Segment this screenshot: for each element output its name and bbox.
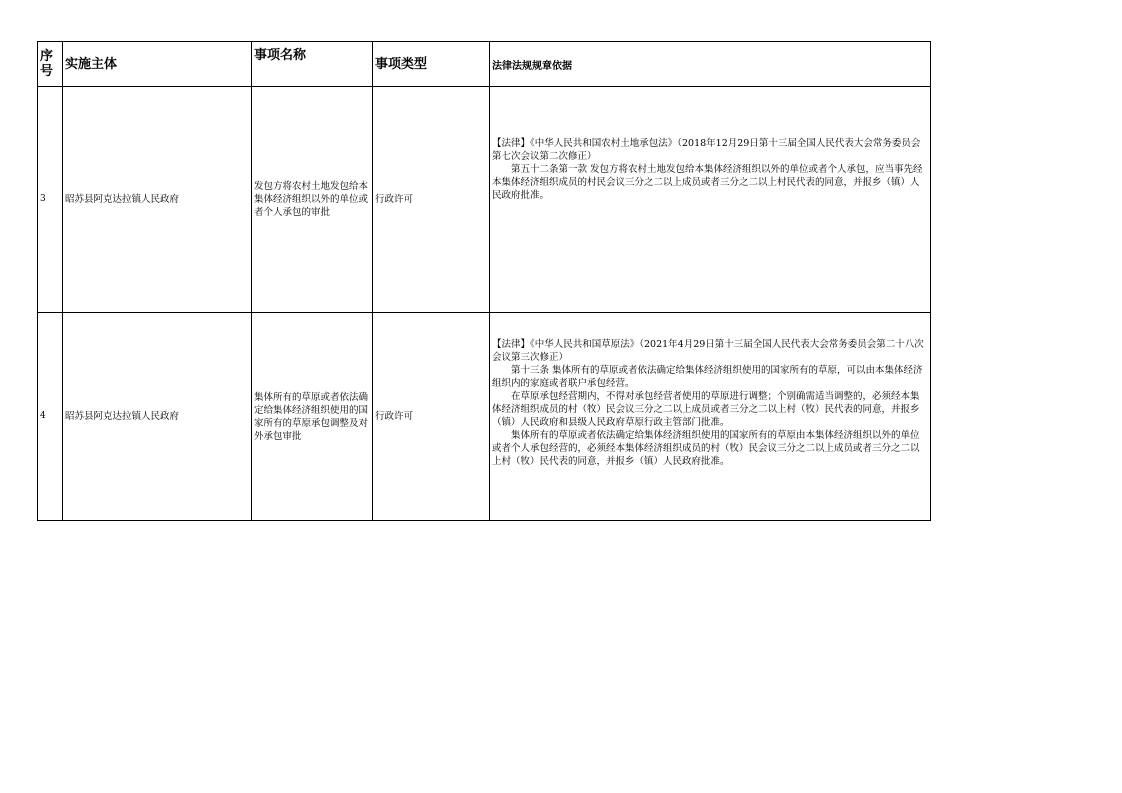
row-basis (490, 87, 931, 313)
row-item-name: 发包方将农村土地发包给本集体经济组织以外的单位或者个人承包的审批 (252, 87, 373, 313)
row-subject: 昭苏县阿克达拉镇人民政府 (63, 313, 252, 521)
header-row (38, 42, 931, 87)
basis-paragraph: 集体所有的草原或者依法确定给集体经济组织使用的国家所有的草原由本集体经济组织以外的单位或者个人承包经营的，必须经本集体经济组织成员的村（牧）民会议三分之二以上成员或者三分之二以上村（牧）民代表的同意，并报乡（镇）人民政府批准。 (492, 429, 920, 467)
basis-paragraph: 【法律】《中华人民共和国草原法》（2021年4月29日第十三届全国人民代表大会常务委员会第二十八次会议第三次修正） (492, 338, 924, 363)
row-seq: 3 (38, 87, 63, 313)
header-item-name: 事项名称 (252, 42, 373, 87)
basis-paragraph: 在草原承包经营期内，不得对承包经营者使用的草原进行调整；个别确需适当调整的，必须经本集体经济组织成员的村（牧）民会议三分之二以上成员或者三分之二以上村（牧）民代表的同意，并报乡（镇）人民政府和县级人民政府草原行政主管部门批准。 (492, 390, 920, 428)
table-row (38, 87, 931, 313)
row-subject: 昭苏县阿克达拉镇人民政府 (63, 87, 252, 313)
header-subject: 实施主体 (63, 42, 252, 87)
header-item-type: 事项类型 (373, 42, 490, 87)
table-row (38, 313, 931, 521)
row-item-type: 行政许可 (373, 87, 490, 313)
row-item-name: 集体所有的草原或者依法确定给集体经济组织使用的国家所有的草原承包调整及对外承包审批 (252, 313, 373, 521)
header-basis: 法律法规规章依据 (490, 42, 931, 87)
row-seq: 4 (38, 313, 63, 521)
basis-paragraph: 第十三条 集体所有的草原或者依法确定给集体经济组织使用的国家所有的草原，可以由本集体经济组织内的家庭或者联户承包经营。 (492, 364, 923, 389)
row-item-type: 行政许可 (373, 313, 490, 521)
basis-paragraph: 第五十二条第一款 发包方将农村土地发包给本集体经济组织以外的单位或者个人承包，应当事先经本集体经济组织成员的村民会议三分之二以上成员或者三分之二以上村民代表的同意，并报乡（镇）人民政府批准。 (492, 164, 923, 201)
header-seq: 序号 (38, 42, 63, 87)
permit-table (37, 41, 931, 521)
basis-paragraph: 【法律】《中华人民共和国农村土地承包法》（2018年12月29日第十三届全国人民代表大会常务委员会第七次会议第二次修正） (492, 138, 921, 162)
row-basis (490, 313, 931, 521)
